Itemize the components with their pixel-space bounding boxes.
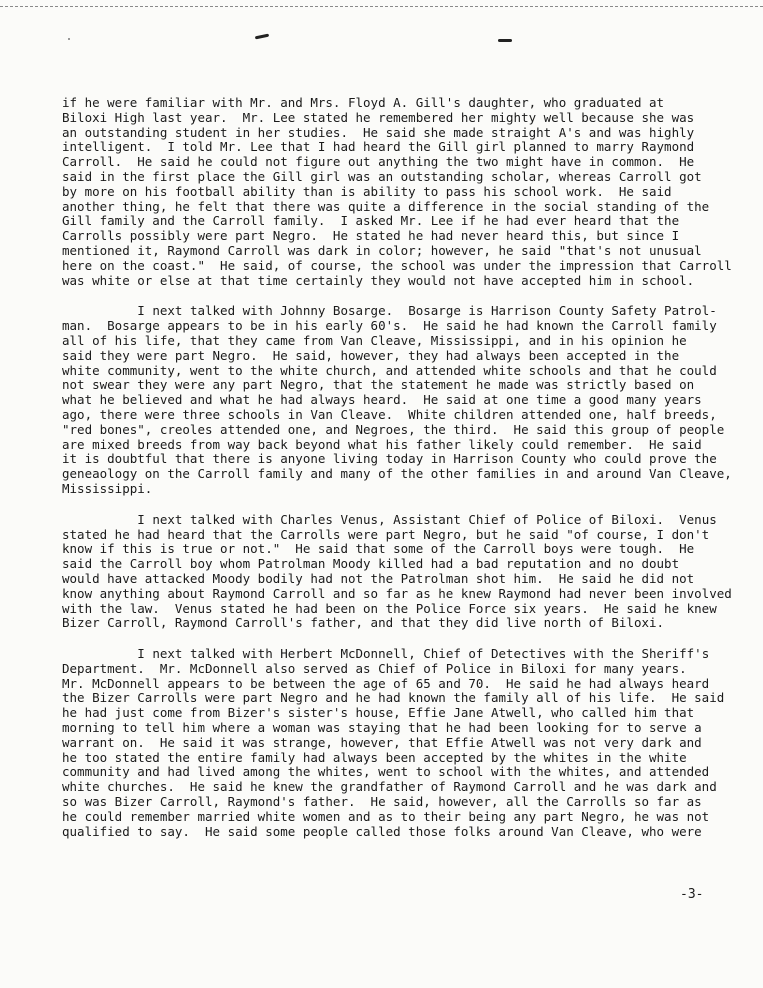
paragraph-2: I next talked with Johnny Bosarge. Bosarge is Harrison County Safety Patrol- man. Bosarge appears to be in his early 60's. He said he had known the Carroll family all of his life, that they came from Van Cleave, Mississippi, and in his opinion he said they were part Negro. He said, however, they had always been accepted in the white community, went to the white church, and attended white schools and that he could not swear they were any part Negro, that the statement he made was strictly based on what he believed and what he had always heard. He said at one time a good many years ago, there were three schools in Van Cleave. White children attended one, half breeds, "red bones", creoles attended one, and Negroes, the third. He said this group of people are mixed breeds from way back beyond what his father likely could remember. He said it is doubtful that there is anyone living today in Harrison County who could prove the geneaology on the Carroll family and many of the other families in and around Van Cleave, Mississippi. bbox=[62, 303, 732, 496]
ink-mark bbox=[68, 38, 70, 40]
paragraph-3: I next talked with Charles Venus, Assistant Chief of Police of Biloxi. Venus stated he had heard that the Carrolls were part Negro, but he said "of course, I don't know if this is true or not." He said that some of the Carroll boys were tough. He said the Carroll boy whom Patrolman Moody killed had a bad reputation and no doubt would have attacked Moody bodily had not the Patrolman shot him. He said he did not know anything about Raymond Carroll and so far as he knew Raymond had never been involved with the law. Venus stated he had been on the Police Force six years. He said he knew Bizer Carroll, Raymond Carroll's father, and that they did live north of Biloxi. bbox=[62, 511, 732, 631]
ink-mark bbox=[255, 34, 269, 40]
page-number: -3- bbox=[680, 887, 704, 902]
page-top-border bbox=[0, 0, 763, 7]
paragraph-4: I next talked with Herbert McDonnell, Chief of Detectives with the Sheriff's Department. Mr. McDonnell also served as Chief of Police in Biloxi for many years. Mr. McDonnell appears to be between the age of 65 and 70. He said he had always heard the Bizer Carrolls were part Negro and he had known the family all of his life. He said he had just come from Bizer's sister's house, Effie Jane Atwell, who called him that morning to tell him where a woman was staying that he had been looking for to serve a warrant on. He said it was strange, however, that Effie Atwell was not very dark and he too stated the entire family had always been accepted by the whites in the white community and had lived among the whites, went to school with the whites, and attended white churches. He said he knew the grandfather of Raymond Carroll and he was dark and so was Bizer Carroll, Raymond's father. He said, however, all the Carrolls so far as he could remember married white women and as to their being any part Negro, he was not qualified to say. He said some people called those folks around Van Cleave, who were bbox=[62, 646, 725, 839]
paragraph-1: if he were familiar with Mr. and Mrs. Floyd A. Gill's daughter, who graduated at Biloxi High last year. Mr. Lee stated he remembered her mighty well because she was an outstanding student in her studies. He said she made straight A's and was highly intelligent. I told Mr. Lee that I had heard the Gill girl planned to marry Raymond Carroll. He said he could not figure out anything the two might have in common. He said in the first place the Gill girl was an outstanding scholar, whereas Carroll got by more on his football ability than is ability to pass his school work. He said another thing, he felt that there was quite a difference in the social standing of the Gill family and the Carroll family. I asked Mr. Lee if he had ever heard that the Carrolls possibly were part Negro. He stated he had never heard this, but since I mentioned it, Raymond Carroll was dark in color; however, he said "that's not unusual here on the coast." He said, of course, the school was under the impression that Carroll was white or else at that time certainly they would not have accepted him in school. bbox=[62, 95, 732, 288]
document-body bbox=[62, 96, 752, 855]
ink-mark bbox=[498, 39, 512, 42]
